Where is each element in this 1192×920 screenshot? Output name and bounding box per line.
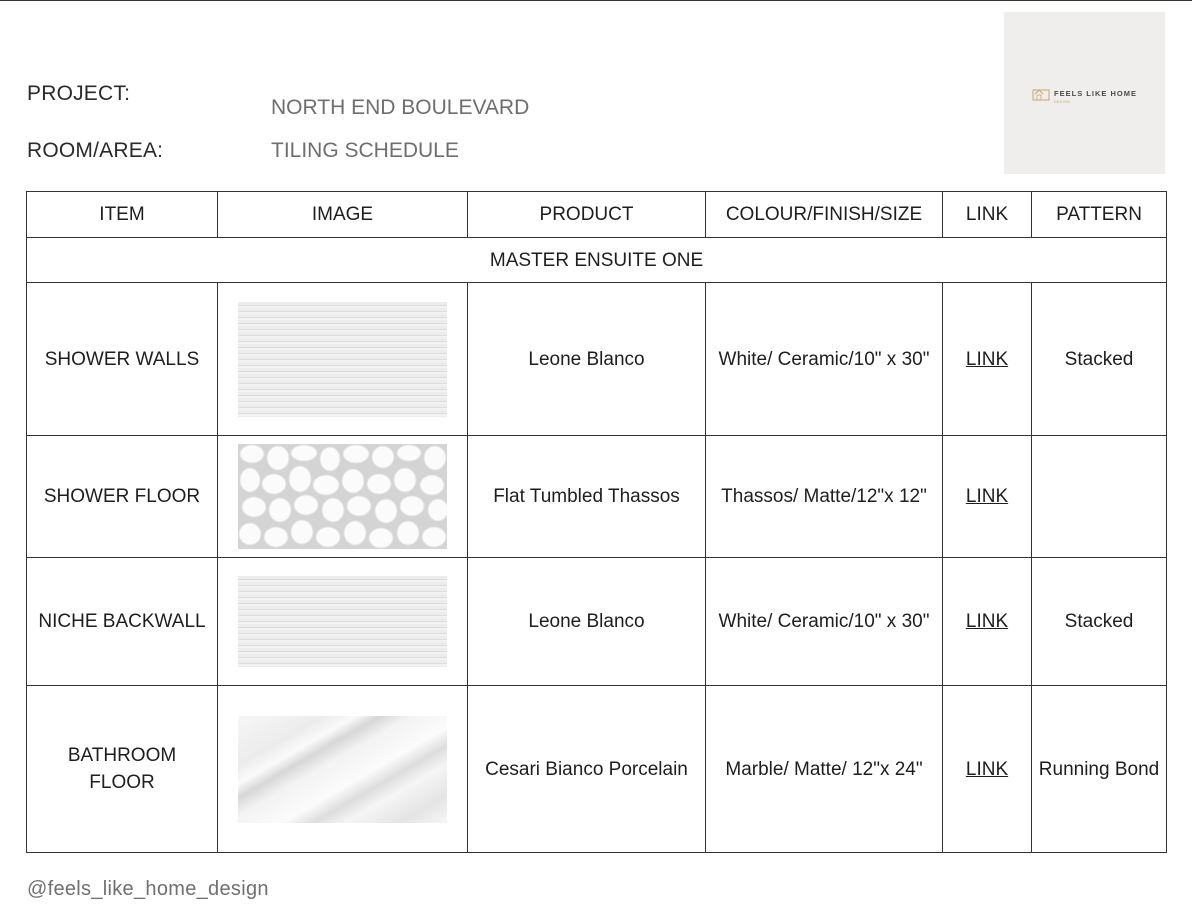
logo-subtext: DESIGN — [1054, 99, 1071, 104]
room-label: ROOM/AREA: — [27, 139, 164, 162]
item-cell: BATHROOM FLOOR — [27, 686, 218, 853]
pattern-cell: Stacked — [1032, 558, 1167, 686]
column-header: ITEM — [27, 192, 218, 238]
section-row — [27, 238, 1167, 283]
column-header: COLOUR/FINISH/SIZE — [706, 192, 943, 238]
colour-cell: White/ Ceramic/10" x 30" — [706, 283, 943, 436]
column-header: IMAGE — [218, 192, 468, 238]
house-icon — [1032, 85, 1050, 101]
pattern-cell: Stacked — [1032, 283, 1167, 436]
ribbed-white-tile-image — [238, 576, 447, 667]
pattern-cell: Running Bond — [1032, 686, 1167, 853]
logo — [1004, 12, 1165, 174]
table-row — [27, 558, 1167, 686]
column-header: PRODUCT — [468, 192, 706, 238]
column-header: LINK — [943, 192, 1032, 238]
project-value: NORTH END BOULEVARD — [271, 96, 530, 119]
item-cell: NICHE BACKWALL — [27, 558, 218, 686]
column-header: PATTERN — [1032, 192, 1167, 238]
product-link[interactable]: LINK — [965, 348, 1009, 370]
product-cell: Flat Tumbled Thassos — [468, 436, 706, 558]
link-cell — [943, 686, 1032, 853]
table-header-row — [27, 192, 1167, 238]
product-cell: Leone Blanco — [468, 283, 706, 436]
tiling-schedule-table — [26, 191, 1167, 853]
colour-cell: White/ Ceramic/10" x 30" — [706, 558, 943, 686]
colour-cell: Marble/ Matte/ 12"x 24" — [706, 686, 943, 853]
colour-cell: Thassos/ Matte/12"x 12" — [706, 436, 943, 558]
pebble-mosaic-tile-image — [238, 444, 447, 549]
image-cell — [218, 686, 468, 853]
social-handle: @feels_like_home_design — [27, 878, 269, 900]
ribbed-white-tile-image — [238, 302, 447, 417]
link-cell — [943, 558, 1032, 686]
item-cell: SHOWER WALLS — [27, 283, 218, 436]
room-value: TILING SCHEDULE — [271, 139, 459, 162]
top-rule — [0, 0, 1192, 1]
item-cell: SHOWER FLOOR — [27, 436, 218, 558]
table-row — [27, 686, 1167, 853]
product-cell: Leone Blanco — [468, 558, 706, 686]
table-row — [27, 436, 1167, 558]
product-link[interactable]: LINK — [965, 611, 1009, 632]
image-cell — [218, 558, 468, 686]
table-row — [27, 283, 1167, 436]
image-cell — [218, 436, 468, 558]
image-cell — [218, 283, 468, 436]
product-link[interactable]: LINK — [965, 486, 1009, 507]
product-link[interactable]: LINK — [965, 758, 1009, 780]
product-cell: Cesari Bianco Porcelain — [468, 686, 706, 853]
link-cell — [943, 283, 1032, 436]
pattern-cell — [1032, 436, 1167, 558]
project-label: PROJECT: — [27, 82, 131, 105]
link-cell — [943, 436, 1032, 558]
marble-porcelain-tile-image — [238, 716, 447, 823]
section-title: MASTER ENSUITE ONE — [27, 238, 1167, 283]
logo-text: FEELS LIKE HOME — [1054, 88, 1137, 98]
